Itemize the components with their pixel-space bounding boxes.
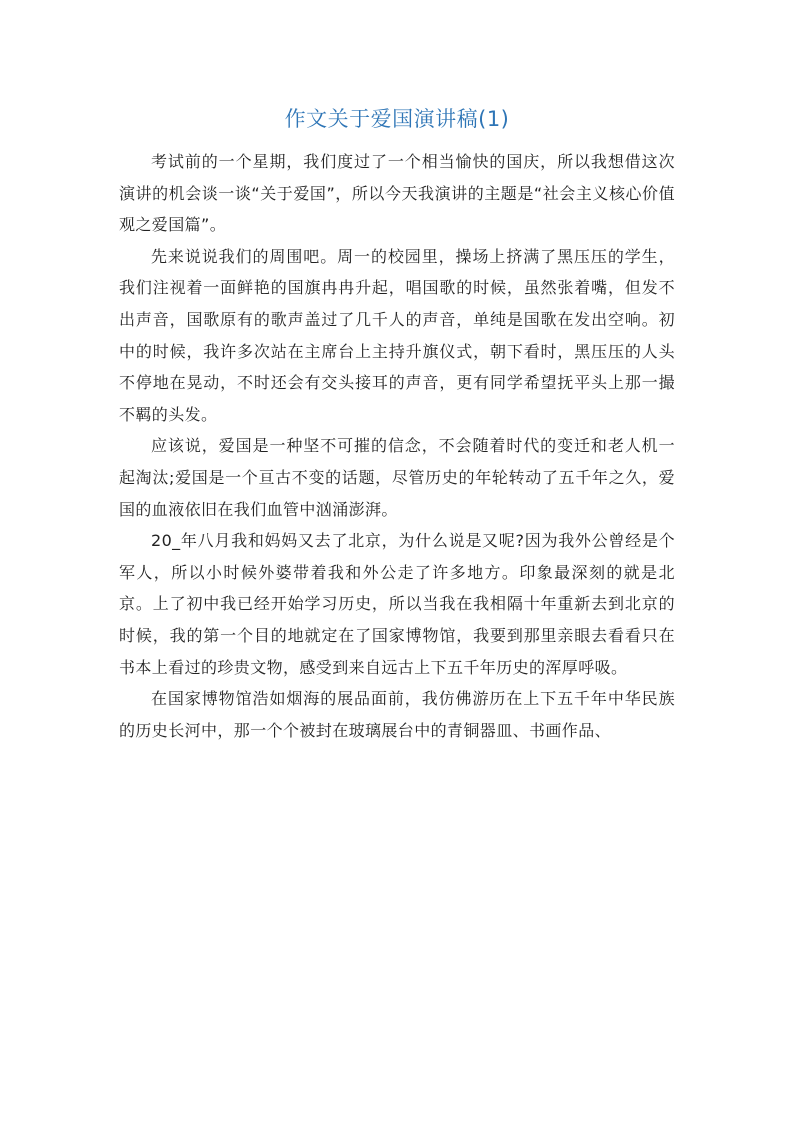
paragraph: 考试前的一个星期，我们度过了一个相当愉快的国庆，所以我想借这次演讲的机会谈一谈“关于爱国”，所以今天我演讲的主题是“社会主义核心价值观之爱国篇”。 [119,152,675,235]
paragraph: 应该说，爱国是一种坚不可摧的信念，不会随着时代的变迁和老人机一起淘汰;爱国是一个亘古不变的话题，尽管历史的年轮转动了五千年之久，爱国的血液依旧在我们血管中汹涌澎湃。 [119,436,675,519]
paragraph: 先来说说我们的周围吧。周一的校园里，操场上挤满了黑压压的学生，我们注视着一面鲜艳的国旗冉冉升起，唱国歌的时候，虽然张着嘴，但发不出声音，国歌原有的歌声盖过了几千人的声音，单纯是国歌在发出空响。初中的时候，我许多次站在主席台上主持升旗仪式，朝下看时，黑压压的人头不停地在晃动，不时还会有交头接耳的声音，更有同学希望抚平头上那一撮不羁的头发。 [119,246,675,424]
paragraph: 在国家博物馆浩如烟海的展品面前，我仿佛游历在上下五千年中华民族的历史长河中，那一个个被封在玻璃展台中的青铜器皿、书画作品、 [119,689,675,740]
document-body [119,146,675,746]
document-title: 作文关于爱国演讲稿(1) [284,107,510,131]
paragraph: 20_年八月我和妈妈又去了北京，为什么说是又呢?因为我外公曾经是个军人，所以小时候外婆带着我和外公走了许多地方。印象最深刻的就是北京。上了初中我已经开始学习历史，所以当我在我相隔十年重新去到北京的时候，我的第一个目的地就定在了国家博物馆，我要到那里亲眼去看看只在书本上看过的珍贵文物，感受到来自远古上下五千年历史的浑厚呼吸。 [119,531,675,677]
